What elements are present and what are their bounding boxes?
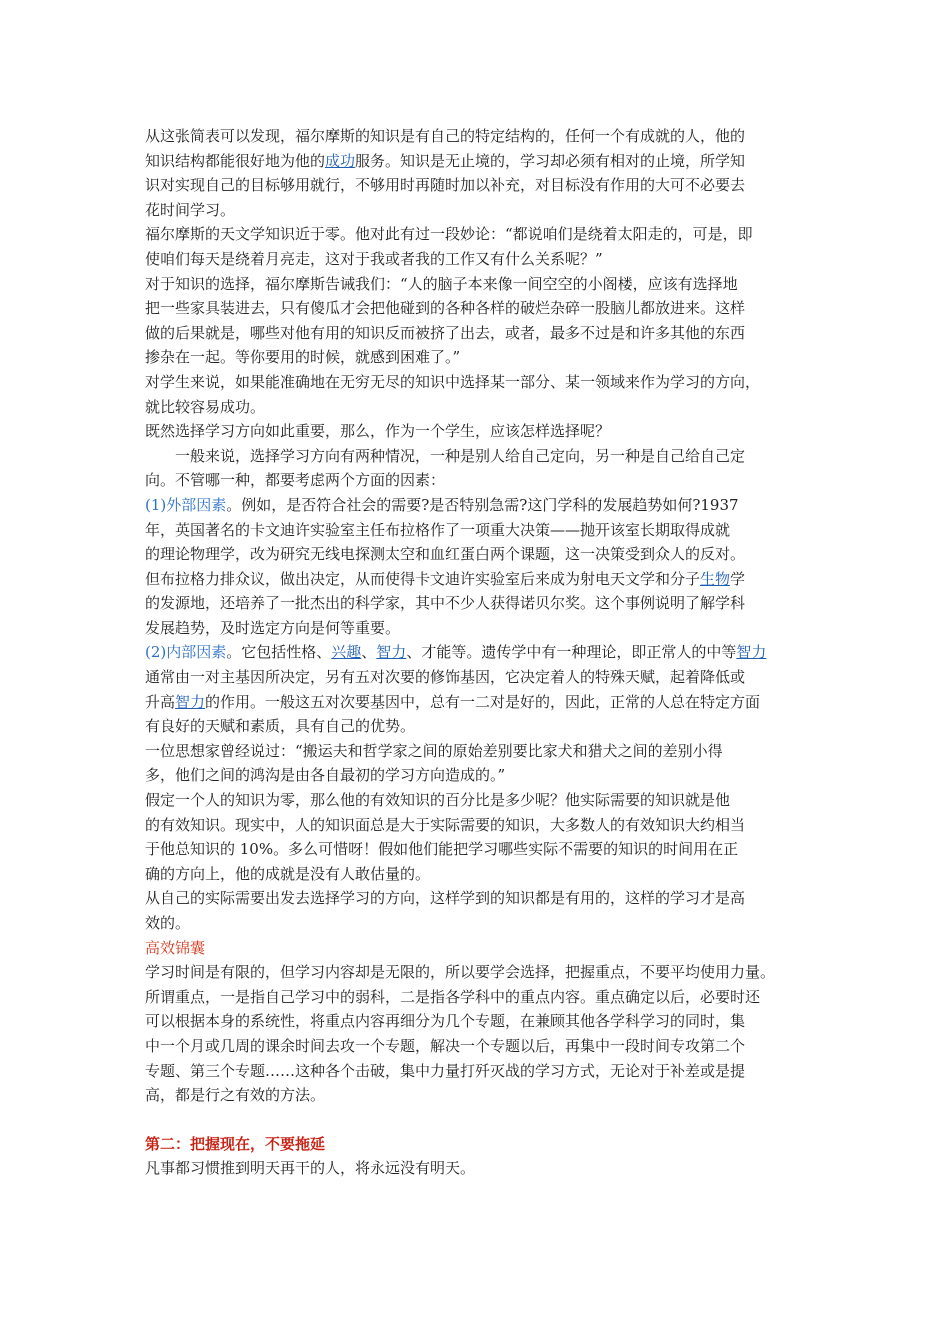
paragraph-thinker-quote — [145, 739, 815, 788]
text-line: 发展趋势，及时选定方向是何等重要。 — [145, 618, 401, 637]
text-segment: 。例如，是否符合社会的需要?是否特别急需?这门学科的发展趋势如何?1937 — [226, 495, 739, 514]
paragraph-structure — [145, 124, 815, 222]
link-intelligence[interactable]: 智力 — [736, 643, 767, 662]
text-line: 于他总知识的 10%。多么可惜呀！假如他们能把学习哪些实际不需要的知识的时间用在正 — [145, 840, 739, 859]
section-heading-second: 第二：把握现在，不要拖延 — [145, 1134, 326, 1153]
factor-label-external: (1)外部因素 — [145, 495, 227, 514]
text-line: 的理论物理学，改为研究无线电探测太空和血红蛋白两个课题，这一决策受到众人的反对。 — [145, 545, 746, 564]
text-line: 掺杂在一起。等你要用的时候，就感到困难了。” — [145, 348, 461, 367]
text-line: 通常由一对主基因所决定，另有五对次要的修饰基因，它决定着人的特殊天赋，起着降低或 — [145, 668, 746, 687]
text-line: 从自己的实际需要出发去选择学习的方向，这样学到的知识都是有用的，这样的学习才是高 — [145, 889, 746, 908]
text-line: 把一些家具装进去，只有傻瓜才会把他碰到的各种各样的破烂杂碎一股脑儿都放进来。这样 — [145, 299, 746, 318]
link-intelligence[interactable]: 智力 — [175, 692, 206, 711]
text-segment: 的作用。一般这五对次要基因中，总有一二对是好的，因此，正常的人总在特定方面 — [205, 692, 761, 711]
paragraph-procrastination — [145, 1156, 815, 1181]
text-line: 专题、第三个专题……这种各个击破，集中力量打歼灭战的学习方式，无论对于补差或是提 — [145, 1061, 746, 1080]
text-line: 向。不管哪一种，都要考虑两个方面的因素： — [145, 471, 446, 490]
link-biology[interactable]: 生物 — [700, 569, 731, 588]
text-line: 福尔摩斯的天文学知识近于零。他对此有过一段妙论：“都说咱们是绕着太阳走的，可是，即 — [145, 225, 753, 244]
text-segment: 知识结构都能很好地为他的 — [145, 151, 326, 170]
text-line: 中一个月或几周的课余时间去攻一个专题，解决一个专题以后，再集中一段时间专攻第二个 — [145, 1036, 746, 1055]
text-line: 花时间学习。 — [145, 200, 236, 219]
text-segment: 服务。知识是无止境的，学习却必须有相对的止境，所学知 — [355, 151, 746, 170]
text-line: 识对实现自己的目标够用就行，不够用时再随时加以补充，对目标没有作用的大可不必要去 — [145, 176, 746, 195]
text-line: 年，英国著名的卡文迪许实验室主任布拉格作了一项重大决策——抛开该室长期取得成就 — [145, 520, 731, 539]
paragraph-question — [145, 419, 815, 444]
paragraph-internal-factors — [145, 640, 815, 738]
text-line — [145, 640, 815, 665]
paragraph-effective-knowledge — [145, 788, 815, 886]
text-line: 对于知识的选择，福尔摩斯告诫我们：“人的脑子本来像一间空空的小阁楼，应该有选择地 — [145, 274, 738, 293]
link-intelligence[interactable]: 智力 — [376, 643, 407, 662]
paragraph-external-factors — [145, 493, 815, 641]
text-line: 从这张简表可以发现，福尔摩斯的知识是有自己的特定结构的，任何一个有成就的人，他的 — [145, 127, 746, 145]
text-line: 一位思想家曾经说过：“搬运夫和哲学家之间的原始差别要比家犬和猎犬之间的差别小得 — [145, 741, 723, 760]
link-interest[interactable]: 兴趣 — [331, 643, 362, 662]
paragraph-conclusion — [145, 886, 815, 935]
text-line: 效的。 — [145, 914, 191, 932]
text-line: 可以根据本身的系统性，将重点内容再细分为几个专题，在兼顾其他各学科学习的同时，集 — [145, 1012, 746, 1031]
text-line: 使咱们每天是绕着月亮走，这对于我或者我的工作又有什么关系呢？” — [145, 249, 603, 268]
text-segment: 但布拉格力排众议，做出决定，从而使得卡文迪许实验室后来成为射电天文学和分子 — [145, 569, 701, 588]
text-line: 有良好的天赋和素质，具有自己的优势。 — [145, 717, 416, 736]
text-line: 一般来说，选择学习方向有两种情况，一种是别人给自己定向，另一种是自己给自己定 — [175, 446, 746, 465]
link-success[interactable]: 成功 — [325, 151, 356, 170]
text-line: 确的方向上，他的成就是没有人敢估量的。 — [145, 864, 431, 883]
text-line: 既然选择学习方向如此重要，那么，作为一个学生，应该怎样选择呢？ — [145, 422, 611, 441]
text-line — [145, 493, 815, 518]
text-line: 做的后果就是，哪些对他有用的知识反而被挤了出去，或者，最多不过是和许多其他的东西 — [145, 323, 746, 342]
text-segment: 学 — [730, 569, 746, 588]
paragraph-tips — [145, 960, 815, 1108]
text-segment: 、才能等。遗传学中有一种理论，即正常人的中等 — [406, 643, 737, 662]
text-line — [145, 149, 815, 174]
text-segment: 。它包括性格、 — [226, 643, 332, 662]
text-line — [145, 567, 815, 592]
text-line: 凡事都习惯推到明天再干的人，将永远没有明天。 — [145, 1159, 476, 1178]
text-line: 高，都是行之有效的方法。 — [145, 1086, 326, 1105]
section-heading-tips: 高效锦囊 — [145, 938, 206, 957]
text-line: 学习时间是有限的，但学习内容却是无限的，所以要学会选择，把握重点，不要平均使用力量。 — [145, 963, 776, 982]
text-line: 对学生来说，如果能准确地在无穷无尽的知识中选择某一部分、某一领域来作为学习的方向， — [145, 372, 761, 391]
text-line: 的发源地，还培养了一批杰出的科学家，其中不少人获得诺贝尔奖。这个事例说明了解学科 — [145, 594, 746, 613]
document-body — [145, 124, 815, 1181]
paragraph-astronomy — [145, 222, 815, 271]
text-segment: 、 — [361, 643, 377, 662]
text-line: 所谓重点，一是指自己学习中的弱科，二是指各学科中的重点内容。重点确定以后，必要时还 — [145, 987, 761, 1006]
paragraph-students — [145, 370, 815, 419]
factor-label-internal: (2)内部因素 — [145, 643, 227, 662]
text-line: 的有效知识。现实中，人的知识面总是大于实际需要的知识，大多数人的有效知识大约相当 — [145, 815, 746, 834]
text-segment: 升高 — [145, 692, 176, 711]
text-line — [145, 690, 815, 715]
text-line: 假定一个人的知识为零，那么他的有效知识的百分比是多少呢？他实际需要的知识就是他 — [145, 791, 731, 810]
paragraph-attic-quote — [145, 272, 815, 370]
text-line: 多，他们之间的鸿沟是由各自最初的学习方向造成的。” — [145, 766, 506, 785]
text-line: 就比较容易成功。 — [145, 397, 266, 416]
paragraph-two-cases — [145, 444, 815, 493]
